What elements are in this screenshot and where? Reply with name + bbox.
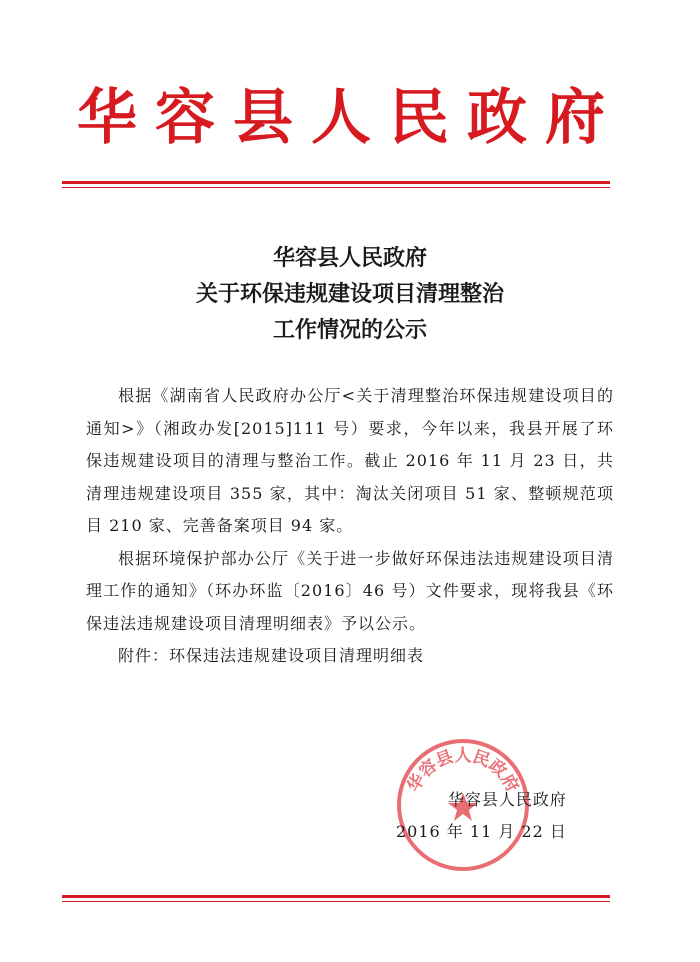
signature-block <box>396 784 567 848</box>
body-paragraph-2: 根据环境保护部办公厅《关于进一步做好环保违法违规建设项目清理工作的通知》（环办环监〔2016〕46 号）文件要求，现将我县《环保违法违规建设项目清理明细表》予以公示。 <box>86 548 614 633</box>
footer-rule-thin <box>62 901 610 902</box>
seal-text: 华容县人民政府 <box>403 746 523 796</box>
signature-date: 2016 年 11 月 22 日 <box>396 822 567 841</box>
document-title-line-2: 关于环保违规建设项目清理整治 <box>195 281 504 307</box>
signature-org: 华容县人民政府 <box>447 790 567 809</box>
letterhead-rule-thin <box>62 187 610 188</box>
letterhead-rule-thick <box>62 181 610 184</box>
body-paragraph-1: 根据《湖南省人民政府办公厅<关于清理整治环保违规建设项目的通知>》（湘政办发[2015]111 号）要求，今年以来，我县开展了环保违规建设项目的清理与整治工作。截止 2016 年 11 月 23 日，共清理违规建设项目 355 家，其中：淘汰关闭项目 51 家、整顿规范项目 210 家、完善备案项目 94 家。 <box>86 386 614 535</box>
document-body <box>86 380 614 673</box>
attachment-note: 附件：环保违法违规建设项目清理明细表 <box>118 646 425 665</box>
letterhead-title: 华容县人民政府 <box>77 83 623 153</box>
footer-rule-thick <box>62 895 610 898</box>
document-title <box>0 240 700 348</box>
document-title-line-3: 工作情况的公示 <box>272 317 427 343</box>
document-title-line-1: 华容县人民政府 <box>272 245 427 271</box>
